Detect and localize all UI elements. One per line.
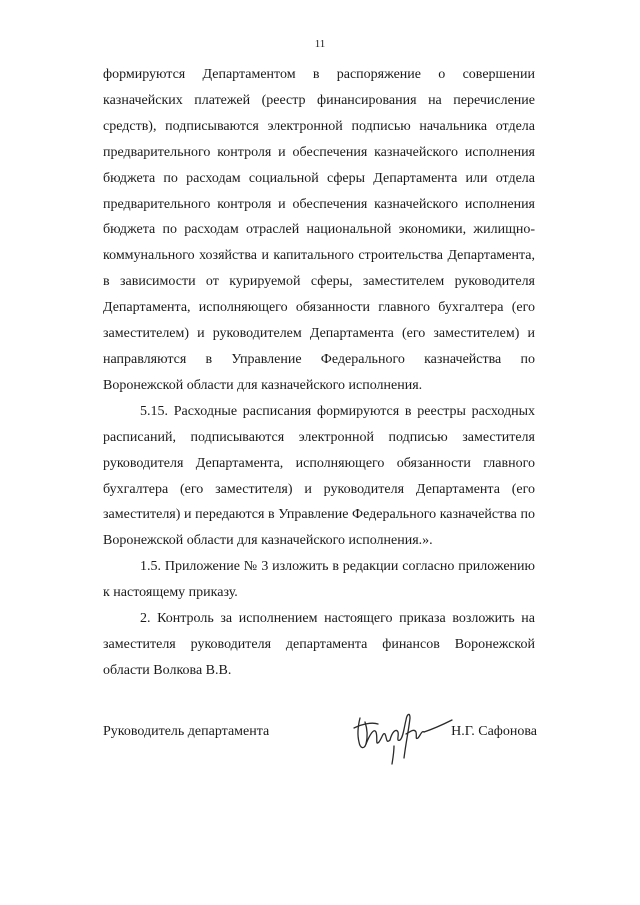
paragraph-1-5: 1.5. Приложение № 3 изложить в редакции согласно приложению к настоящему приказу. [103,559,535,601]
document-body [103,62,535,684]
signatory-name: Н.Г. Сафонова [451,724,537,739]
handwritten-signature [348,698,458,768]
paragraph-2: 2. Контроль за исполнением настоящего приказа возложить на заместителя руководителя департамента финансов Воронежской области Волкова В.В. [103,611,535,678]
paragraph-continuation: формируются Департаментом в распоряжение о совершении казначейских платежей (реестр финансирования на перечисление средств), подписываются электронной подписью начальника отдела предварительного контроля и обеспечения казначейского исполнения бюджета по расходам социальной сферы Департамента или отдела предварительного контроля и обеспечения казначейского исполнения бюджета по расходам отраслей национальной экономики, жилищно-коммунального хозяйства и капитального строительства Департамента, в зависимости от курируемой сферы, заместителем руководителя Департамента, исполняющего обязанности главного бухгалтера (его заместителем) и руководителем Департамента (его заместителем) и направляются в Управление Федерального казначейства по Воронежской области для казначейского исполнения. [103,67,535,393]
signature-block [103,718,537,758]
signatory-role: Руководитель департамента [103,724,270,739]
paragraph-5-15: 5.15. Расходные расписания формируются в реестры расходных расписаний, подписываются электронной подписью заместителя руководителя Департамента, исполняющего обязанности главного бухгалтера (его заместителя) и руководителя Департамента (его заместителя) и передаются в Управление Федерального казначейства по Воронежской области для казначейского исполнения.». [103,403,535,549]
page-number: 11 [314,38,326,50]
